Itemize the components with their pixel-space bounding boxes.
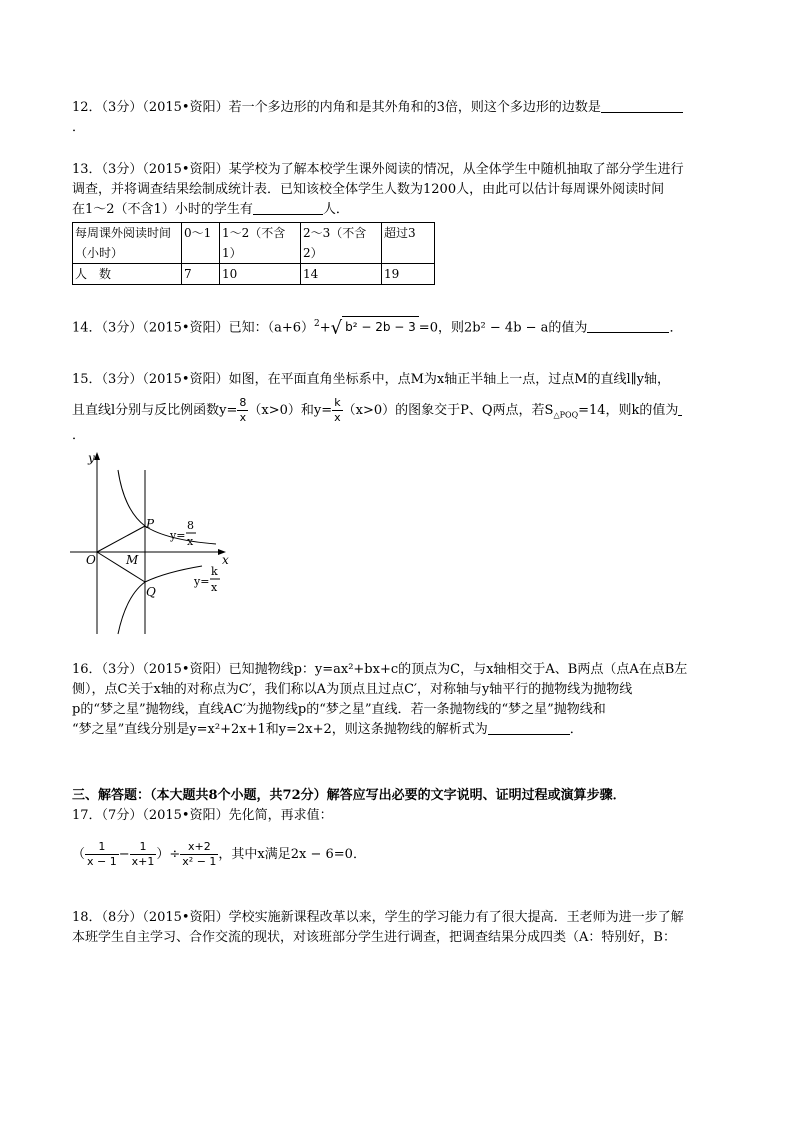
segment-op [97,526,145,552]
q17-close-divide: ）÷ [156,847,181,862]
q12-text: 12．（3分）（2015•资阳）若一个多边形的内角和是其外角和的3倍，则这个多边形的边数是 [72,100,601,115]
point-p-label: P [146,517,155,531]
curve1-label: y= [170,529,186,542]
q15-subscript: △POQ [553,410,579,420]
q15-answer-blank[interactable] [678,401,682,416]
q14-after: =0，则2b² − 4b − a的值为 [418,320,588,336]
q16-tail: ． [569,722,583,737]
q18-line1: 18．（8分）（2015•资阳）学校实施新课程改革以来，学生的学习能力有了很大提高．王老师为进一步了解 [72,910,684,925]
curve2-den: x [211,581,218,594]
q15-text-d: =14，则k的值为 [578,403,679,418]
y-axis-arrow-icon [94,452,100,460]
q12-answer-blank[interactable] [601,98,683,113]
table-header-over-3: 超过3 [382,223,435,264]
origin-label: O [86,553,96,567]
q13-line1: 13．（3分）（2015•资阳）某学校为了解本校学生课外阅读的情况，从全体学生中随机抽取了部分学生进行 [72,162,684,177]
question-18 [72,908,722,948]
q13-line3: 在1～2（不含1）小时的学生有 [72,202,253,217]
table-header-2-3: 2～3（不含2） [301,223,382,264]
q14-text: 14．（3分）（2015•资阳）已知：（a+6） [72,320,314,336]
q12-tail: ． [72,120,86,135]
q15-text-a: 且直线l分别与反比例函数y= [72,403,238,418]
curve1-num: 8 [187,519,194,532]
table-header-1-2: 1～2（不含1） [220,223,301,264]
q16-line3: p的“梦之星”抛物线，直线AC′为抛物线p的“梦之星”直线．若一条抛物线的“梦之星”抛物线和 [72,702,606,717]
q15-tail: ． [72,427,86,443]
reading-time-table [72,222,435,285]
table-cell: 10 [220,264,301,285]
q14-radicand: b² − 2b − 3 [342,316,419,337]
q18-line2: 本班学生自主学习、合作交流的现状，对该班部分学生进行调查，把调查结果分成四类（A：特别好，B： [72,930,676,945]
q15-text-c: （x>0）的图象交于P、Q两点，若S [342,403,554,418]
y-axis-label: y [88,451,95,465]
table-header-time: 每周课外阅读时间（小时） [73,223,182,264]
q16-line1: 16．（3分）（2015•资阳）已知抛物线p：y=ax²+bx+c的顶点为C，与x轴相交于A、B两点（点A在点B左 [72,662,688,677]
q14-answer-blank[interactable] [587,318,669,333]
question-14 [72,314,722,338]
q16-line2: 侧），点C关于x轴的对称点为C′，我们称以A为顶点且过点C′，对称轴与y轴平行的抛物线为抛物线 [72,682,633,697]
curve-k-over-x [118,566,202,634]
question-15 [72,370,722,446]
section-3-title: 三、解答题：（本大题共8个小题，共72分）解答应写出必要的文字说明、证明过程或演算步骤． [72,788,626,803]
q15-line1: 15．（3分）（2015•资阳）如图，在平面直角坐标系中，点M为x轴正半轴上一点，过点M的直线l∥y轴， [72,372,671,387]
table-row-label: 人 数 [73,264,182,285]
table-cell: 14 [301,264,382,285]
q17-open-paren: （ [72,847,86,862]
table-cell: 19 [382,264,435,285]
question-16 [72,660,722,740]
point-m-label: M [126,553,139,567]
question-13 [72,160,722,220]
point-q-label: Q [146,585,156,599]
question-17 [72,806,722,872]
table-header-0-1: 0～1 [182,223,220,264]
q14-plus: + [319,320,331,336]
q17-minus: − [118,847,130,862]
curve2-label: y= [194,575,210,588]
q17-fraction-1: $\frac{1}{x - 1}$ [87,840,117,868]
question-12 [72,98,722,138]
q15-fraction-k-x: $\frac{k}{x}$ [334,396,341,424]
q15-text-b: （x>0）和y= [248,403,333,418]
q13-answer-blank[interactable] [253,200,323,215]
q14-exponent: 2 [313,319,320,329]
q16-line4: “梦之星”直线分别是y=x²+2x+1和y=2x+2，则这条抛物线的解析式为 [72,722,488,737]
q17-line1: 17．（7分）（2015•资阳）先化简，再求值： [72,808,333,823]
q17-fraction-2: $\frac{1}{x+1}$ [131,840,155,868]
q16-answer-blank[interactable] [488,720,570,735]
table-cell: 7 [182,264,220,285]
curve2-num: k [211,565,218,578]
q17-fraction-3: $\frac{x+2}{\text{x² − 1}}$ [182,840,217,868]
q13-line3-tail: 人． [322,202,349,217]
curve1-den: x [187,535,194,548]
q13-line2: 调查，并将调查结果绘制成统计表．已知该校全体学生人数为1200人，由此可以估计每周课外阅读时间 [72,182,665,197]
q14-tail: ． [669,320,683,336]
q15-fraction-8-x: $\frac{8}{x}$ [239,396,247,424]
x-axis-label: x [222,553,229,567]
q17-after: ，其中x满足2x − 6=0． [218,847,366,862]
sqrt-icon: √ [330,317,343,339]
q15-coordinate-figure [66,448,236,638]
